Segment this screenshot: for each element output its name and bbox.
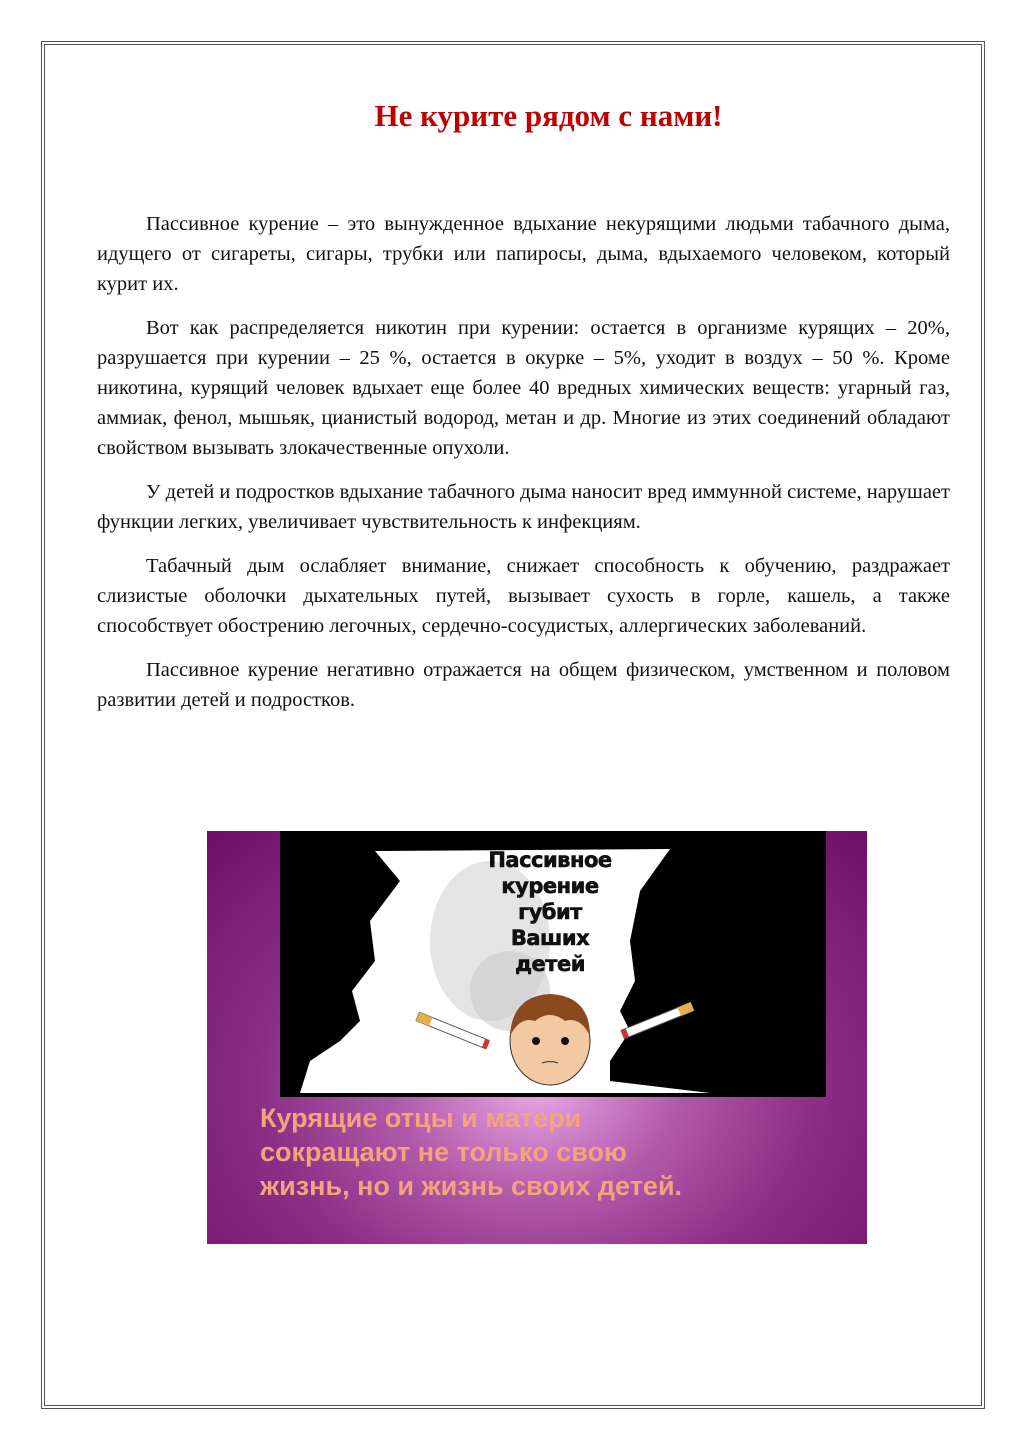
paragraph: Пассивное курение – это вынужденное вдыхание некурящими людьми табачного дыма, идущего от сигареты, сигары, трубки или папиросы, дыма, вдыхаемого человеком, который курит их.	[97, 213, 950, 295]
headline-line: детей	[515, 952, 585, 976]
headline-line: губит	[518, 900, 582, 924]
poster-caption	[260, 1101, 682, 1203]
paragraph: Табачный дым ослабляет внимание, снижает способность к обучению, раздражает слизистые оболочки дыхательных путей, вызывает сухость в горле, кашель, а также способствует обострению легочных, сердечно-сосудистых, аллергических заболеваний.	[97, 555, 950, 637]
poster-illustration	[280, 831, 826, 1097]
cigarette-right	[621, 1002, 694, 1038]
headline-line: Ваших	[510, 926, 590, 950]
headline-line: Пассивное	[488, 848, 612, 872]
poster-headline	[440, 847, 660, 977]
caption-line: жизнь, но и жизнь своих детей.	[260, 1171, 683, 1201]
caption-line: Курящие отцы и матери	[260, 1103, 582, 1133]
page-title: Не курите рядом с нами!	[374, 98, 723, 133]
body-text	[97, 209, 950, 729]
paragraph: Пассивное курение негативно отражается на общем физическом, умственном и половом развитии детей и подростков.	[97, 659, 950, 711]
paragraph: У детей и подростков вдыхание табачного дыма наносит вред иммунной системе, нарушает функции легких, увеличивает чувствительность к инфекциям.	[97, 481, 950, 533]
paragraph: Вот как распределяется никотин при курении: остается в организме курящих – 20%, разрушается при курении – 25 %, остается в окурке – 5%, уходит в воздух – 50 %. Кроме никотина, курящий человек вдыхает еще более 40 вредных химических веществ: угарный газ, аммиак, фенол, мышьяк, цианистый водород, метан и др. Многие из этих соединений обладают свойством вызывать злокачественные опухоли.	[97, 317, 950, 459]
caption-line: сокращают не только свою	[260, 1137, 627, 1167]
anti-smoking-poster	[207, 831, 867, 1244]
headline-line: курение	[501, 874, 599, 898]
